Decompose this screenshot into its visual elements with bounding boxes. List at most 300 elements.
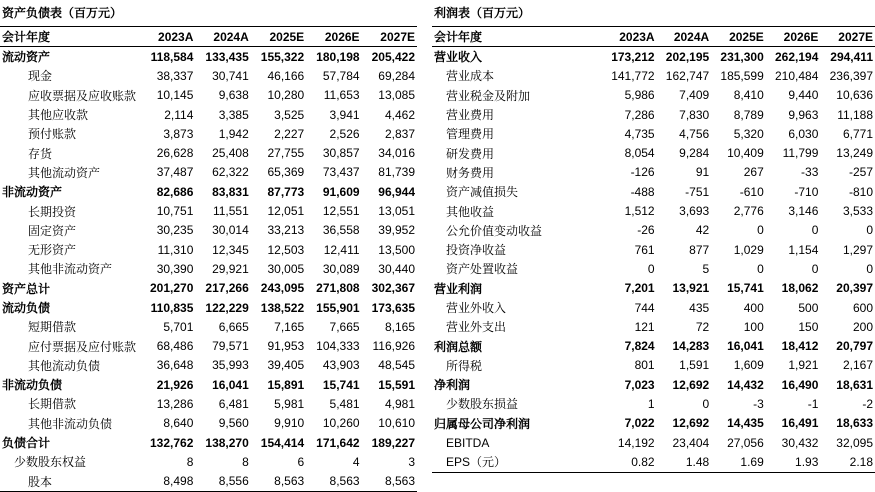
row-value: 30,005 (267, 261, 305, 276)
row-value: 91,609 (322, 184, 360, 199)
row-value: 11,799 (782, 146, 819, 161)
row-value: 4,462 (384, 107, 415, 122)
income-statement-header-row (432, 27, 875, 47)
row-value: 217,266 (205, 281, 249, 296)
row-label: 投资净收益 (446, 243, 507, 258)
table-row (432, 143, 875, 162)
row-value: 8,563 (306, 472, 361, 492)
table-row (432, 298, 875, 317)
row-value: 11,551 (212, 204, 249, 219)
row-value: 13,921 (672, 281, 710, 296)
row-value: 2,227 (274, 126, 305, 141)
header-2024a: 2024A (657, 27, 712, 47)
row-value: 100 (743, 319, 764, 334)
row-value: 20,397 (836, 281, 873, 296)
row-value: 42 (695, 223, 710, 238)
table-row (432, 433, 875, 452)
row-value: 8,498 (140, 472, 195, 492)
row-label: 其他非流动资产 (28, 262, 113, 277)
row-value: 761 (634, 242, 655, 257)
row-value: 2.18 (820, 452, 875, 472)
row-value: 1.69 (711, 452, 766, 472)
row-value: 87,773 (267, 184, 305, 199)
row-value: 0 (866, 261, 873, 276)
row-value: 2,776 (733, 204, 764, 219)
row-value: -33 (801, 165, 819, 180)
row-value: 1.93 (766, 452, 821, 472)
row-value: 8,640 (163, 416, 194, 431)
row-label: 营业成本 (446, 69, 495, 84)
table-row (0, 105, 417, 124)
row-value: 6,481 (218, 396, 249, 411)
balance-sheet-title: 资产负债表（百万元） (2, 6, 123, 20)
row-label: 流动资产 (2, 50, 51, 65)
row-label: 其他应收款 (28, 108, 89, 123)
header-2025e: 2025E (251, 27, 306, 47)
table-row (432, 221, 875, 240)
row-value: 400 (743, 300, 764, 315)
row-value: 2,114 (164, 107, 194, 122)
header-fiscal-year: 会计年度 (432, 27, 602, 47)
row-value: 13,286 (156, 396, 194, 411)
row-value: 30,014 (212, 223, 249, 238)
table-row (0, 394, 417, 413)
row-value: 243,095 (260, 281, 305, 296)
table-row (432, 259, 875, 278)
row-value: 7,286 (624, 107, 655, 122)
row-label: 营业费用 (446, 108, 495, 123)
table-row (0, 414, 417, 433)
row-value: 3,693 (679, 204, 710, 219)
row-value: 30,432 (781, 435, 819, 450)
header-2026e: 2026E (766, 27, 821, 47)
table-row (432, 201, 875, 220)
row-label: 公允价值变动收益 (446, 223, 543, 238)
row-value: -751 (685, 184, 710, 199)
row-value: 0 (647, 261, 655, 276)
table-row (0, 86, 417, 105)
row-value: 1,609 (733, 358, 764, 373)
header-2025e: 2025E (711, 27, 766, 47)
income-statement-panel (432, 0, 875, 473)
row-value: 801 (634, 358, 655, 373)
row-value: 13,249 (836, 146, 873, 161)
table-row (432, 86, 875, 105)
row-value: 11,653 (323, 88, 360, 103)
row-value: 25,408 (212, 146, 249, 161)
row-value: 3,146 (788, 204, 819, 219)
row-value: 96,944 (378, 184, 415, 199)
row-value: 72 (695, 319, 710, 334)
row-value: 15,891 (267, 377, 305, 392)
row-value: 173,635 (371, 300, 415, 315)
row-value: 155,901 (316, 300, 360, 315)
row-value: 3,941 (329, 107, 360, 122)
row-label: 研发费用 (446, 146, 495, 161)
row-value: 35,993 (212, 358, 249, 373)
row-value: 16,041 (212, 377, 249, 392)
row-value: 10,636 (836, 88, 873, 103)
table-row (432, 336, 875, 355)
row-label: EBITDA (446, 435, 490, 450)
income-statement-body (432, 47, 875, 473)
row-label: 财务费用 (446, 165, 495, 180)
row-label: 净利润 (434, 378, 471, 393)
row-value: 173,212 (611, 49, 655, 64)
row-label: 长期借款 (28, 397, 77, 412)
row-value: 180,198 (316, 49, 360, 64)
row-label: 股本 (0, 472, 140, 492)
row-value: 14,435 (727, 416, 764, 431)
row-value: 0 (811, 261, 819, 276)
row-value: 10,145 (156, 88, 194, 103)
row-value: 104,333 (316, 339, 360, 354)
row-label: 负债合计 (2, 436, 51, 451)
row-value: -710 (794, 184, 819, 199)
row-value: 15,741 (322, 377, 360, 392)
table-row (0, 298, 417, 317)
row-value: 150 (798, 319, 819, 334)
row-value: 9,284 (679, 146, 710, 161)
row-value: 12,411 (323, 242, 360, 257)
table-row (0, 240, 417, 259)
table-row (432, 105, 875, 124)
row-value: -26 (637, 223, 655, 238)
row-value: 43,903 (322, 358, 360, 373)
row-value: 15,591 (378, 377, 415, 392)
row-value: 262,194 (774, 49, 819, 64)
row-value: -2 (862, 396, 873, 411)
row-value: 69,284 (378, 68, 415, 83)
balance-sheet-body (0, 47, 417, 492)
row-value: 68,486 (156, 339, 194, 354)
row-value: 0 (757, 223, 764, 238)
row-value: 16,041 (727, 339, 764, 354)
header-2026e: 2026E (306, 27, 361, 47)
table-row (432, 124, 875, 143)
row-value: 39,405 (267, 358, 305, 373)
table-row (0, 452, 417, 471)
row-value: 7,022 (624, 416, 655, 431)
row-value: 21,926 (156, 377, 194, 392)
row-value: 30,235 (156, 223, 194, 238)
row-value: 201,270 (150, 281, 194, 296)
row-value: 81,739 (378, 165, 415, 180)
row-value: -810 (848, 184, 873, 199)
row-value: 185,599 (720, 68, 764, 83)
row-value: 9,910 (274, 416, 305, 431)
row-label: 应收票据及应收账款 (28, 88, 137, 103)
row-value: 189,227 (371, 435, 415, 450)
row-value: 2,167 (842, 358, 873, 373)
row-value: 132,762 (150, 435, 194, 450)
row-value: 9,963 (788, 107, 819, 122)
row-value: 73,437 (322, 165, 360, 180)
row-value: 5,320 (733, 126, 764, 141)
row-value: 7,023 (624, 377, 655, 392)
row-value: 27,056 (727, 435, 764, 450)
row-value: 0 (702, 396, 710, 411)
table-row (0, 433, 417, 452)
row-value: 141,772 (611, 68, 655, 83)
row-value: 9,638 (218, 88, 249, 103)
row-label: 资产减值损失 (446, 185, 519, 200)
row-value: 12,551 (322, 204, 360, 219)
row-label: 无形资产 (28, 243, 77, 258)
row-value: 12,503 (267, 242, 305, 257)
row-value: 1,921 (788, 358, 819, 373)
row-value: 12,692 (672, 377, 710, 392)
table-row (0, 124, 417, 143)
row-value: 231,300 (720, 49, 764, 64)
row-value: 37,487 (156, 165, 194, 180)
row-value: 121 (634, 319, 655, 334)
row-value: 13,051 (378, 204, 415, 219)
row-value: 8,556 (195, 472, 250, 492)
header-fiscal-year: 会计年度 (0, 27, 140, 47)
balance-sheet-header-row (0, 27, 417, 47)
row-value: 14,283 (672, 339, 710, 354)
table-row (432, 66, 875, 85)
row-value: 7,824 (624, 339, 655, 354)
table-row (0, 143, 417, 162)
row-value: 65,369 (267, 165, 305, 180)
row-value: 4,756 (679, 126, 710, 141)
row-value: 10,610 (378, 416, 415, 431)
row-value: 27,755 (267, 146, 305, 161)
row-value: 10,280 (267, 88, 305, 103)
table-row (0, 221, 417, 240)
table-row (0, 47, 417, 67)
row-value: 6 (297, 454, 305, 469)
row-value: 500 (798, 300, 819, 315)
row-value: 36,648 (156, 358, 194, 373)
table-row (432, 182, 875, 201)
income-statement-title: 利润表（百万元） (434, 6, 531, 20)
table-row (0, 317, 417, 336)
row-value: 5 (702, 261, 710, 276)
row-label: 其他流动负债 (28, 358, 101, 373)
row-value: 1,591 (679, 358, 710, 373)
row-value: 271,808 (316, 281, 360, 296)
row-value: 7,830 (679, 107, 710, 122)
row-value: 14,432 (727, 377, 764, 392)
row-label: 营业税金及附加 (446, 88, 531, 103)
row-label: 资产总计 (2, 281, 51, 296)
income-statement-table (432, 26, 875, 473)
row-label: 短期借款 (28, 320, 77, 335)
row-value: 5,981 (274, 396, 305, 411)
row-value: 3,873 (163, 126, 194, 141)
row-value: 48,545 (378, 358, 415, 373)
row-value: 16,491 (781, 416, 819, 431)
row-value: 302,367 (371, 281, 415, 296)
row-value: 11,310 (157, 242, 194, 257)
row-label: 少数股东损益 (446, 397, 519, 412)
table-row (432, 414, 875, 433)
row-value: 18,412 (781, 339, 819, 354)
row-value: 30,857 (322, 146, 360, 161)
row-value: 1,512 (624, 204, 655, 219)
row-value: 236,397 (829, 68, 873, 83)
row-value: 8,563 (362, 472, 417, 492)
row-value: 1,942 (218, 126, 249, 141)
row-value: 4,981 (384, 396, 415, 411)
table-row (0, 279, 417, 298)
row-value: 7,409 (679, 88, 710, 103)
row-value: 38,337 (156, 68, 194, 83)
row-label: 预付账款 (28, 127, 77, 142)
row-value: 13,085 (378, 88, 415, 103)
row-value: 79,571 (212, 339, 249, 354)
table-row (0, 336, 417, 355)
row-value: 62,322 (212, 165, 249, 180)
row-value: 5,986 (624, 88, 655, 103)
row-value: 10,751 (156, 204, 194, 219)
table-row (432, 356, 875, 375)
row-value: 3,533 (842, 204, 873, 219)
row-value: 10,409 (727, 146, 764, 161)
row-value: 1.48 (657, 452, 712, 472)
row-value: 0.82 (602, 452, 657, 472)
row-value: 82,686 (156, 184, 194, 199)
balance-sheet-panel (0, 0, 417, 492)
row-value: 13,500 (378, 242, 415, 257)
row-value: 1,029 (733, 242, 764, 257)
row-value: 12,692 (672, 416, 710, 431)
row-value: 16,490 (781, 377, 819, 392)
row-value: 138,270 (205, 435, 249, 450)
row-label: 长期投资 (28, 204, 77, 219)
row-label: 非流动资产 (2, 185, 63, 200)
table-row (0, 472, 417, 492)
table-row (0, 201, 417, 220)
row-value: 154,414 (260, 435, 305, 450)
row-value: 1,154 (788, 242, 819, 257)
row-value: 18,631 (836, 377, 873, 392)
row-value: 23,404 (672, 435, 710, 450)
row-label: 其他流动资产 (28, 165, 101, 180)
row-value: 83,831 (212, 184, 249, 199)
row-value: 2,837 (384, 126, 415, 141)
header-2027e: 2027E (820, 27, 875, 47)
row-value: 30,390 (156, 261, 194, 276)
row-label: 营业外支出 (446, 320, 507, 335)
row-value: 29,921 (212, 261, 249, 276)
row-value: 8,789 (733, 107, 764, 122)
row-label: 利润总额 (434, 339, 483, 354)
row-value: 7,201 (624, 281, 655, 296)
row-value: 7,165 (274, 319, 305, 334)
row-value: 435 (689, 300, 710, 315)
row-value: 0 (866, 223, 873, 238)
row-value: -610 (739, 184, 764, 199)
row-value: 8,165 (384, 319, 415, 334)
row-value: 6,030 (788, 126, 819, 141)
table-row (0, 356, 417, 375)
row-value: 33,213 (267, 223, 305, 238)
row-value: 155,322 (260, 49, 305, 64)
row-label: 所得税 (446, 358, 483, 373)
row-value: 12,051 (267, 204, 305, 219)
row-value: 133,435 (205, 49, 249, 64)
header-2027e: 2027E (362, 27, 417, 47)
row-value: 91 (695, 165, 710, 180)
row-value: 30,440 (378, 261, 415, 276)
header-2024a: 2024A (195, 27, 250, 47)
table-row (432, 394, 875, 413)
row-value: 205,422 (371, 49, 415, 64)
table-row (432, 375, 875, 394)
row-label: 其他非流动负债 (28, 416, 113, 431)
row-value: 110,835 (150, 300, 194, 315)
row-value: -1 (807, 396, 819, 411)
row-value: 210,484 (774, 68, 819, 83)
row-value: 202,195 (665, 49, 710, 64)
table-row (432, 47, 875, 67)
row-value: 8,054 (624, 146, 655, 161)
row-value: 5,481 (329, 396, 360, 411)
row-value: 11,188 (837, 107, 873, 122)
row-label: 归属母公司净利润 (434, 416, 531, 431)
row-value: 5,701 (163, 319, 194, 334)
row-value: 15,741 (727, 281, 764, 296)
table-row (0, 375, 417, 394)
row-value: 9,560 (218, 416, 249, 431)
row-value: -257 (848, 165, 873, 180)
row-value: 32,095 (836, 435, 873, 450)
row-value: 3,385 (218, 107, 249, 122)
row-value: 6,771 (842, 126, 873, 141)
row-value: 91,953 (267, 339, 305, 354)
row-value: 0 (757, 261, 764, 276)
header-2023a: 2023A (140, 27, 195, 47)
row-value: 118,584 (150, 49, 194, 64)
row-label: 营业利润 (434, 281, 483, 296)
row-value: 18,062 (781, 281, 819, 296)
row-label: 营业收入 (434, 50, 483, 65)
row-value: 6,665 (218, 319, 249, 334)
row-value: 294,411 (830, 49, 873, 64)
row-label: 现金 (28, 69, 53, 84)
row-value: -3 (753, 396, 764, 411)
row-value: 200 (852, 319, 873, 334)
row-value: 18,633 (836, 416, 873, 431)
row-label: 资产处置收益 (446, 262, 519, 277)
row-value: 7,665 (329, 319, 360, 334)
row-value: 138,522 (260, 300, 305, 315)
row-label: 流动负债 (2, 301, 51, 315)
row-value: 8 (242, 454, 249, 469)
row-label: EPS（元） (432, 452, 602, 472)
row-value: 0 (811, 223, 819, 238)
header-2023a: 2023A (602, 27, 657, 47)
row-value: 3,525 (274, 107, 305, 122)
table-row (432, 279, 875, 298)
row-label: 其他收益 (446, 204, 495, 219)
row-value: 8 (186, 454, 194, 469)
row-value: 39,952 (378, 223, 415, 238)
row-value: 9,440 (788, 88, 819, 103)
row-value: 14,192 (617, 435, 655, 450)
table-row (432, 163, 875, 182)
row-value: 3 (408, 454, 415, 469)
row-value: 36,558 (322, 223, 360, 238)
row-label: 营业外收入 (446, 301, 507, 315)
row-value: 116,926 (372, 339, 415, 354)
row-value: 122,229 (205, 300, 249, 315)
table-row (432, 317, 875, 336)
